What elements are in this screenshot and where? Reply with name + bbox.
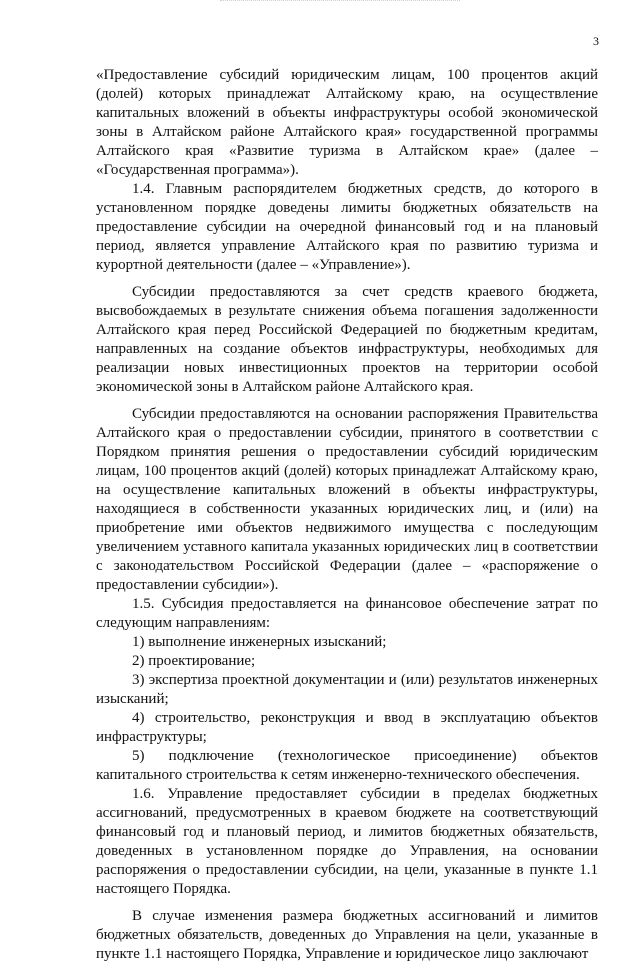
list-item: 3) экспертиза проектной документации и (или) результатов инженерных изысканий; — [96, 672, 598, 707]
paragraph: В случае изменения размера бюджетных ассигнований и лимитов бюджетных обязательств, доведенных до Управления на цели, указанные в пункте 1.1 настоящего Порядка, Управление и юридическое лицо заключают — [96, 908, 598, 962]
paragraph-1-6: 1.6. Управление предоставляет субсидии в пределах бюджетных ассигнований, предусмотренных в краевом бюджете на соответствующий финансовый год и плановый период, и лимитов бюджетных обязательств, доведенных в установленном порядке до Управления, на основании распоряжения о предоставлении субсидии, на цели, указанные в пункте 1.1 настоящего Порядка. — [96, 786, 598, 897]
paragraph: Субсидии предоставляются на основании распоряжения Правительства Алтайского края о предоставлении субсидии, принятого в соответствии с Порядком принятия решения о предоставлении субсидий юридическим лицам, 100 процентов акций (долей) которых принадлежат Алтайскому краю, на осуществление капитальных вложений в объекты инфраструктуры, находящиеся в собственности указанных юридических лиц, и (или) на приобретение ими объектов недвижимого имущества с последующим увеличением уставного капитала указанных юридических лиц в соответствии с законодательством Российской Федерации (далее – «распоряжение о предоставлении субсидии»). — [96, 406, 598, 593]
paragraph-1-5: 1.5. Субсидия предоставляется на финансовое обеспечение затрат по следующим направлениям: — [96, 596, 598, 631]
paragraph: «Предоставление субсидий юридическим лицам, 100 процентов акций (долей) которых принадлежат Алтайскому краю, на осуществление капитальных вложений в объекты инфраструктуры особой экономической зоны в Алтайском районе Алтайского края» государственной программы Алтайского края «Развитие туризма в Алтайском крае» (далее – «Государственная программа»). — [96, 67, 598, 178]
paragraph-1-4: 1.4. Главным распорядителем бюджетных средств, до которого в установленном порядке доведены лимиты бюджетных обязательств на предоставление субсидии на очередной финансовый год и на плановый период, является управление Алтайского края по развитию туризма и курортной деятельности (далее – «Управление»). — [96, 181, 598, 273]
page-number: 3 — [593, 34, 599, 48]
paragraph: Субсидии предоставляются за счет средств краевого бюджета, высвобождаемых в результате снижения объема погашения задолженности Алтайского края перед Российской Федерацией по бюджетным кредитам, направленных на создание объектов инфраструктуры, необходимых для реализации новых инвестиционных проектов на территории особой экономической зоны в Алтайском районе Алтайского края. — [96, 284, 598, 395]
list-item: 2) проектирование; — [132, 653, 256, 669]
list-item: 5) подключение (технологическое присоединение) объектов капитального строительства к сетям инженерно-технического обеспечения. — [96, 748, 598, 783]
document-body — [96, 66, 598, 964]
list-item: 1) выполнение инженерных изысканий; — [132, 634, 387, 650]
list-item: 4) строительство, реконструкция и ввод в эксплуатацию объектов инфраструктуры; — [96, 710, 598, 745]
scan-artifact-line — [220, 0, 460, 4]
